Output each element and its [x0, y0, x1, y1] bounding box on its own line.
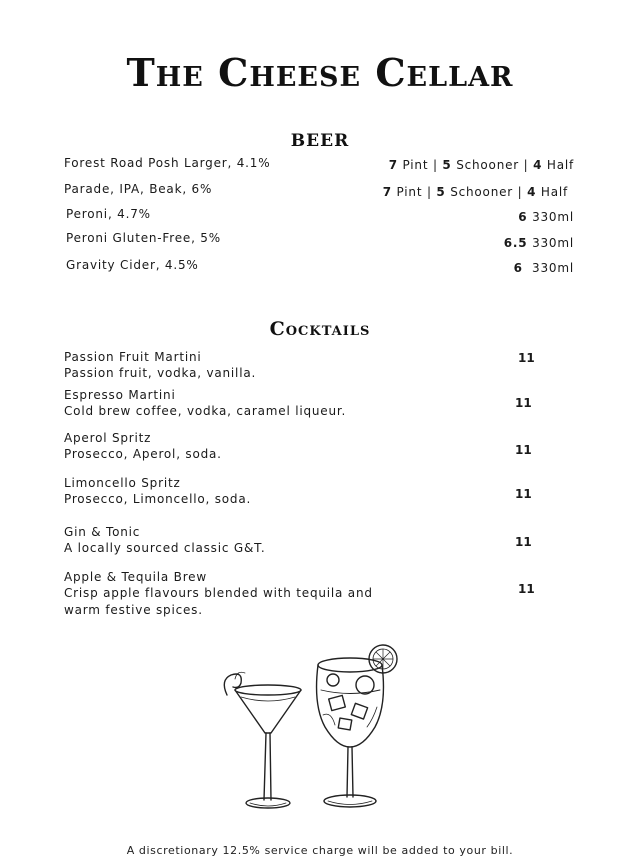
beer-item-price: 7 Pint | 5 Schooner | 4 Half [382, 185, 568, 199]
beer-item-name: Peroni Gluten-Free, 5% [66, 231, 221, 245]
page-title: The Cheese Cellar [126, 50, 514, 95]
cocktail-price: 11 [518, 582, 535, 596]
beer-item-price: 6 330ml [518, 210, 574, 224]
cocktail-name: Espresso Martini [64, 388, 176, 402]
beer-item-name: Gravity Cider, 4.5% [66, 258, 199, 272]
cocktail-price: 11 [515, 487, 532, 501]
cocktail-description: Prosecco, Aperol, soda. [64, 447, 222, 461]
cocktail-name: Gin & Tonic [64, 525, 141, 539]
cocktail-price: 11 [515, 443, 532, 457]
cocktail-price: 11 [515, 535, 532, 549]
cocktail-name: Limoncello Spritz [64, 476, 181, 490]
beer-item-name: Peroni, 4.7% [66, 207, 151, 221]
cocktail-description: Passion fruit, vodka, vanilla. [64, 366, 257, 380]
beer-item-name: Parade, IPA, Beak, 6% [64, 182, 213, 196]
beer-item-name: Forest Road Posh Larger, 4.1% [64, 156, 271, 170]
beer-item-price: 6.5 330ml [503, 236, 574, 250]
beer-item-price: 6 330ml [513, 261, 574, 275]
cocktail-description: Crisp apple flavours blended with tequila and warm festive spices. [64, 586, 373, 617]
cocktail-description: Prosecco, Limoncello, soda. [64, 492, 252, 506]
beer-heading: BEER [290, 131, 350, 151]
cocktail-description: A locally sourced classic G&T. [64, 541, 266, 555]
cocktail-description: Cold brew coffee, vodka, caramel liqueur. [64, 404, 347, 418]
cocktails-heading: Cocktails [269, 318, 371, 340]
beer-item-price: 7 Pint | 5 Schooner | 4 Half [388, 158, 574, 172]
cocktail-price: 11 [515, 396, 532, 410]
cocktail-price: 11 [518, 351, 535, 365]
service-charge-note: A discretionary 12.5% service charge will be added to your bill. [126, 844, 514, 857]
cocktail-name: Aperol Spritz [64, 431, 152, 445]
cocktail-name: Apple & Tequila Brew [64, 570, 207, 584]
martini-glass-icon [224, 672, 301, 808]
cocktail-glasses-illustration [205, 635, 415, 820]
spritz-glass-icon [317, 645, 397, 807]
cocktail-name: Passion Fruit Martini [64, 350, 202, 364]
